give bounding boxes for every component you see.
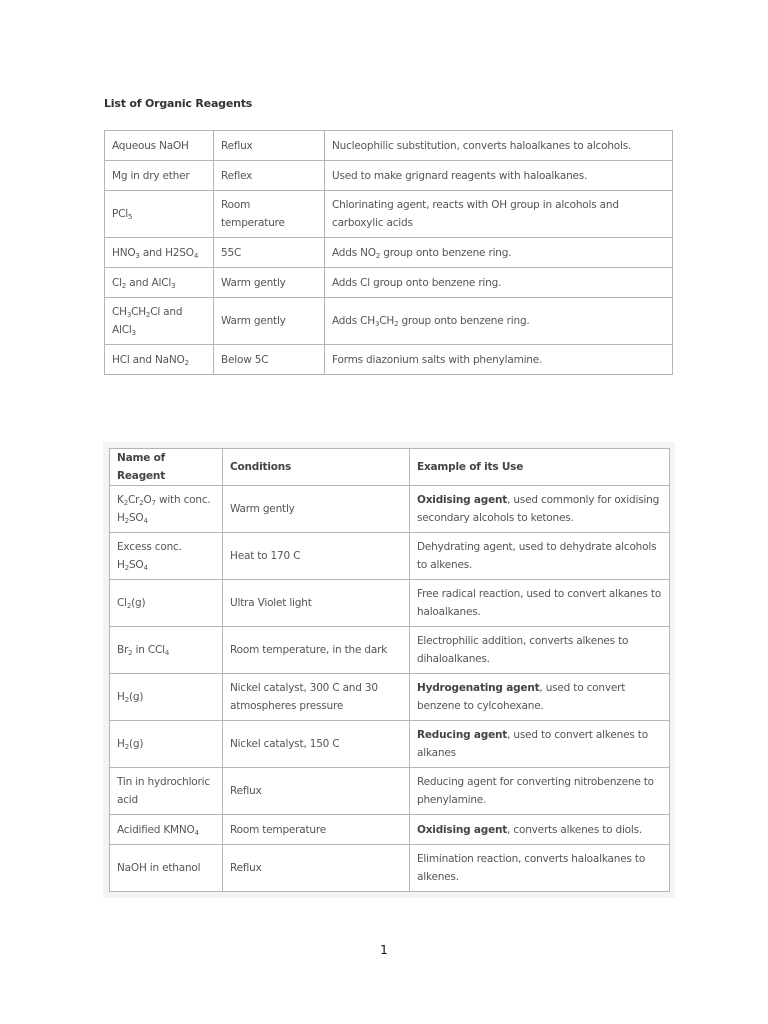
reagent-cell: Mg in dry ether	[105, 161, 214, 191]
subscript: 3	[171, 281, 176, 290]
subscript: 2	[139, 499, 144, 507]
reagent-cell	[110, 674, 223, 721]
subscript: 2	[121, 281, 127, 290]
subscript: 2	[145, 311, 151, 319]
table-row	[110, 674, 670, 721]
reagent-text: in CCl	[132, 644, 165, 656]
condition-cell: Reflux	[214, 131, 325, 161]
reagent-text: HCl and NaNO	[112, 353, 185, 366]
subscript: 5	[127, 213, 133, 221]
reagent-cell	[105, 268, 214, 298]
reagent-text: Br	[117, 644, 129, 656]
use-bold-text: Oxidising agent	[417, 823, 508, 836]
subscript: 4	[143, 564, 148, 572]
use-cell	[410, 815, 670, 845]
table-row	[110, 845, 670, 892]
reagent-cell	[105, 298, 214, 345]
use-text: , converts alkenes to diols.	[507, 823, 643, 836]
subscript: 3	[126, 311, 132, 319]
use-bold-text: Oxidising agent	[417, 494, 508, 506]
use-text: Adds CH	[332, 315, 375, 327]
column-header: Conditions	[223, 449, 410, 486]
reagent-text: Cl	[117, 597, 127, 609]
reagent-text: (g)	[128, 738, 144, 750]
reagent-text: and H2SO	[139, 246, 194, 259]
condition-cell: Room temperature, in the dark	[223, 627, 410, 674]
use-cell	[410, 721, 670, 768]
subscript: 2	[375, 251, 381, 260]
reagents-table-1	[104, 130, 673, 375]
condition-cell: Warm gently	[214, 298, 325, 345]
table-row	[105, 191, 673, 238]
table-row	[105, 268, 673, 298]
use-cell: Electrophilic addition, converts alkenes to dihaloalkanes.	[410, 627, 670, 674]
reagent-text: Acidified KMNO	[117, 823, 195, 836]
condition-cell: Nickel catalyst, 300 C and 30 atmospheres pressure	[223, 674, 410, 721]
reagent-text: HNO	[112, 246, 136, 259]
subscript: 2	[394, 320, 399, 328]
use-cell: Adds Cl group onto benzene ring.	[325, 268, 673, 298]
use-cell: Forms diazonium salts with phenylamine.	[325, 345, 673, 375]
use-cell: Elimination reaction, converts haloalkanes to alkenes.	[410, 845, 670, 892]
subscript: 4	[164, 649, 170, 657]
use-cell	[325, 298, 673, 345]
reagent-cell: Tin in hydrochloric acid	[110, 768, 223, 815]
reagent-cell	[105, 191, 214, 238]
subscript: 4	[194, 828, 199, 837]
use-cell: Chlorinating agent, reacts with OH group in alcohols and carboxylic acids	[325, 191, 673, 238]
table-row	[105, 238, 673, 268]
reagent-cell	[110, 533, 223, 580]
page-number: 1	[380, 943, 388, 957]
condition-cell: Ultra Violet light	[223, 580, 410, 627]
condition-cell: Reflux	[223, 768, 410, 815]
reagent-cell	[110, 815, 223, 845]
reagent-cell	[110, 721, 223, 768]
reagent-cell	[110, 580, 223, 627]
reagent-text: Cl	[112, 276, 122, 289]
reagent-text: CH	[112, 306, 127, 318]
column-header: Example of its Use	[410, 449, 670, 486]
subscript: 3	[135, 251, 140, 260]
use-bold-text: Hydrogenating agent	[417, 682, 540, 694]
use-text: , used to convert alkenes to alkanes	[417, 729, 648, 759]
table-row	[110, 533, 670, 580]
subscript: 3	[374, 320, 380, 328]
table-row	[110, 815, 670, 845]
reagent-text: K	[117, 494, 124, 506]
subscript: 4	[193, 251, 199, 260]
use-text: Adds NO	[332, 246, 376, 259]
table-row	[105, 345, 673, 375]
use-cell	[325, 238, 673, 268]
reagent-text: H	[117, 691, 125, 703]
reagent-cell	[105, 345, 214, 375]
reagent-cell: Aqueous NaOH	[105, 131, 214, 161]
use-text: CH	[379, 315, 395, 327]
table-row	[105, 131, 673, 161]
subscript: 2	[123, 499, 128, 507]
reagent-cell	[105, 238, 214, 268]
use-text: , used to convert benzene to cylcohexane.	[417, 682, 626, 712]
reagent-text: and AlCl	[126, 276, 172, 289]
reagent-text: with conc. H	[117, 494, 211, 524]
reagents-table-2	[109, 448, 670, 892]
subscript: 2	[124, 564, 129, 572]
reagent-text: Cl and AlCl	[112, 306, 183, 336]
condition-cell: Below 5C	[214, 345, 325, 375]
use-text: group onto benzene ring.	[380, 246, 512, 259]
subscript: 2	[128, 649, 133, 657]
table-row	[110, 580, 670, 627]
table-row	[110, 768, 670, 815]
subscript: 2	[124, 517, 129, 525]
use-cell	[410, 674, 670, 721]
use-cell: Dehydrating agent, used to dehydrate alcohols to alkenes.	[410, 533, 670, 580]
page-title: List of Organic Reagents	[104, 97, 253, 110]
use-bold-text: Reducing agent	[417, 729, 508, 741]
subscript: 4	[143, 517, 148, 525]
condition-cell: Reflex	[214, 161, 325, 191]
subscript: 2	[124, 696, 129, 704]
column-header: Name of Reagent	[110, 449, 223, 486]
reagent-text: O	[143, 494, 152, 506]
condition-cell: Heat to 170 C	[223, 533, 410, 580]
reagent-text: (g)	[131, 597, 146, 609]
use-text: , used commonly for oxidising secondary alcohols to ketones.	[417, 494, 660, 524]
reagent-text: H	[117, 738, 125, 750]
reagent-text: SO	[128, 559, 144, 571]
subscript: 7	[151, 499, 156, 507]
use-cell: Free radical reaction, used to convert alkanes to haloalkanes.	[410, 580, 670, 627]
use-cell: Nucleophilic substitution, converts haloalkanes to alcohols.	[325, 131, 673, 161]
table-row	[110, 721, 670, 768]
reagent-cell	[110, 486, 223, 533]
reagent-text: CH	[131, 306, 146, 318]
condition-cell: Nickel catalyst, 150 C	[223, 721, 410, 768]
reagent-text: Excess conc. H	[117, 541, 182, 571]
reagent-cell: NaOH in ethanol	[110, 845, 223, 892]
table-row	[110, 486, 670, 533]
use-cell: Used to make grignard reagents with haloalkanes.	[325, 161, 673, 191]
condition-cell: 55C	[214, 238, 325, 268]
reagent-cell	[110, 627, 223, 674]
subscript: 2	[124, 743, 129, 751]
use-text: group onto benzene ring.	[398, 315, 530, 327]
reagent-text: (g)	[128, 691, 144, 703]
table-row	[110, 627, 670, 674]
reagent-text: SO	[128, 512, 144, 524]
table-row	[105, 298, 673, 345]
use-cell	[410, 486, 670, 533]
condition-cell: Room temperature	[223, 815, 410, 845]
condition-cell: Room temperature	[214, 191, 325, 238]
reagent-text: PCl	[112, 208, 128, 220]
subscript: 2	[126, 602, 132, 610]
use-cell: Reducing agent for converting nitrobenzene to phenylamine.	[410, 768, 670, 815]
condition-cell: Warm gently	[223, 486, 410, 533]
table-header-row	[110, 449, 670, 486]
condition-cell: Reflux	[223, 845, 410, 892]
subscript: 3	[131, 329, 136, 337]
table-row	[105, 161, 673, 191]
subscript: 2	[184, 358, 189, 367]
reagent-text: Cr	[127, 494, 140, 506]
condition-cell: Warm gently	[214, 268, 325, 298]
